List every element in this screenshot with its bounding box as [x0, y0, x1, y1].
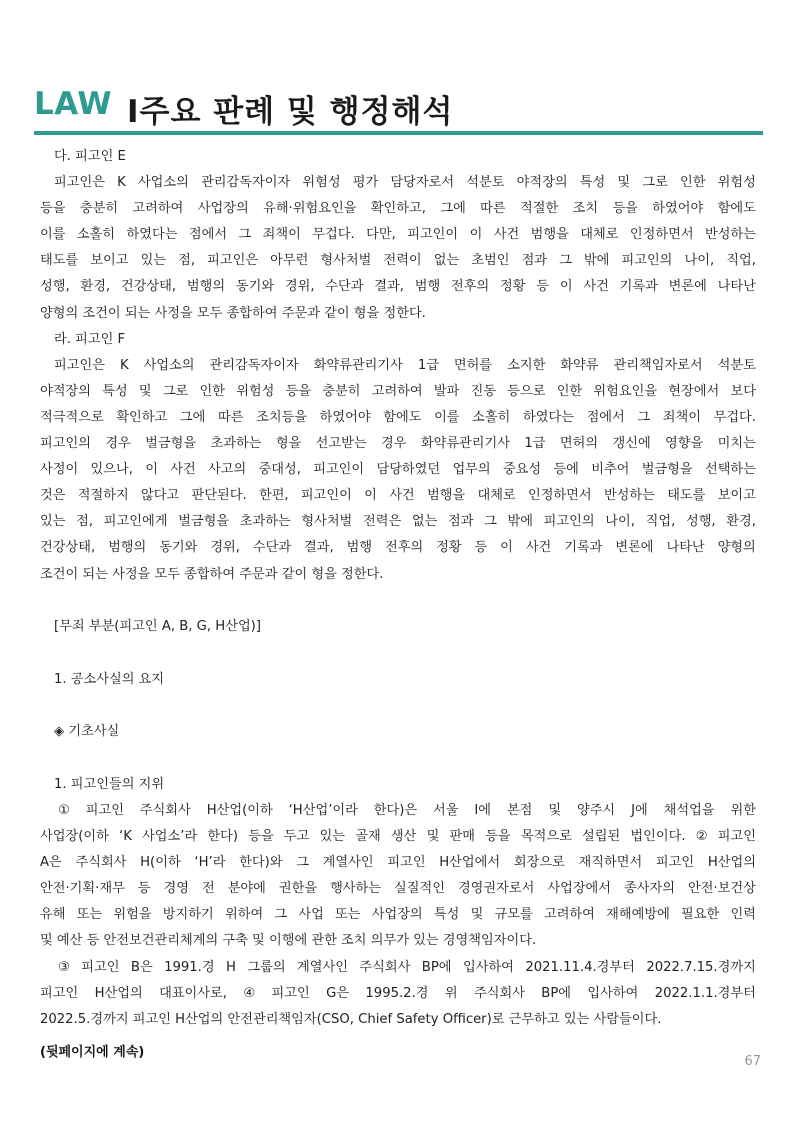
paragraph-line: 이를 소홀히 하였다는 점에서 그 죄책이 무겁다. 다만, 피고인이 이 사건 범행을 대체로 인정하면서 반성하는	[40, 227, 756, 243]
paragraph-line: ① 피고인 주식회사 H산업(이하 ‘H산업’이라 한다)은 서울 I에 본점 및 양주시 J에 채석업을 위한	[58, 802, 756, 818]
heading-defendant-e: 다. 피고인 E	[54, 149, 126, 164]
paragraph-line: 피고인의 경우 벌금형을 초과하는 형을 선고받는 경우 화약류관리기사 1급 면허의 갱신에 영향을 미치는	[40, 436, 756, 452]
paragraph-line: 등을 충분히 고려하여 사업장의 유해·위험요인을 확인하고, 그에 따른 적절한 조치 등을 하였어야 함에도	[40, 201, 756, 217]
paragraph-line: 피고인 H산업의 대표이사로, ④ 피고인 G은 1995.2.경 위 주식회사 BP에 입사하여 2022.1.1.경부터	[40, 985, 756, 1001]
paragraph-line: A은 주식회사 H(이하 ‘H’라 한다)와 그 계열사인 피고인 H산업에서 회장으로 재직하면서 피고인 H산업의	[40, 855, 756, 871]
paragraph-line: 것은 적절하지 않다고 판단된다. 한편, 피고인이 이 사건 범행을 대체로 인정하면서 반성하는 태도를 보이고	[40, 488, 756, 504]
basic-facts-heading: ◈ 기초사실	[54, 724, 120, 740]
paragraph-line: 유해 또는 위험을 방지하기 위하여 그 사업 또는 사업장의 특성 및 규모를 고려하여 재해예방에 필요한 인력	[40, 907, 756, 923]
paragraph-line: 양형의 조건이 되는 사정을 모두 종합하여 주문과 같이 형을 정한다.	[40, 305, 426, 321]
paragraph-line: 성행, 환경, 건강상태, 범행의 동기와 경위, 수단과 결과, 범행 전후의 정황 등 이 사건 기록과 변론에 나타난	[40, 279, 756, 295]
paragraph-line: 및 예산 등 안전보건관리체계의 구축 및 이행에 관한 조치 의무가 있는 경영책임자이다.	[40, 933, 537, 949]
paragraph-line: 피고인은 K 사업소의 관리감독자이자 화약류관리기사 1급 면허를 소지한 화약류 관리책임자로서 석분토	[54, 357, 756, 373]
paragraph-line: 적극적으로 확인하고 그에 따른 조치등을 하였어야 함에도 이를 소홀히 하였다는 점에서 그 죄책이 무겁다.	[40, 409, 756, 425]
paragraph-line: 피고인은 K 사업소의 관리감독자이자 위험성 평가 담당자로서 석분토 야적장의 특성 및 그로 인한 위험성	[54, 175, 756, 191]
acquittal-heading: [무죄 부분(피고인 A, B, G, H산업)]	[54, 619, 261, 635]
paragraph-line: 있는 점, 피고인에게 벌금형을 초과하는 형사처벌 전력은 없는 점과 그 밖에 피고인의 나이, 직업, 성행, 환경,	[40, 514, 756, 530]
page-header	[34, 86, 764, 130]
page-number: 67	[744, 1054, 761, 1069]
continued-note: (뒷페이지에 계속)	[40, 1045, 145, 1060]
paragraph-line: ③ 피고인 B은 1991.경 H 그룹의 계열사인 주식회사 BP에 입사하여 2021.11.4.경부터 2022.7.15.경까지	[58, 959, 756, 975]
status-heading: 1. 피고인들의 지위	[54, 776, 165, 792]
document-body	[40, 145, 756, 1034]
summary-heading: 1. 공소사실의 요지	[54, 671, 165, 687]
section-title: Ⅰ주요 판례 및 행정해석	[127, 94, 454, 130]
paragraph-line: 2022.5.경까지 피고인 H산업의 안전관리책임자(CSO, Chief Safety Officer)로 근무하고 있는 사람들이다.	[40, 1011, 662, 1027]
paragraph-line: 조건이 되는 사정을 모두 종합하여 주문과 같이 형을 정한다.	[40, 566, 384, 582]
heading-defendant-f: 라. 피고인 F	[54, 331, 126, 347]
paragraph-line: 안전·기획·재무 등 경영 전 분야에 권한을 행사하는 실질적인 경영권자로서 사업장에서 종사자의 안전·보건상	[40, 881, 756, 897]
paragraph-line: 사정이 있으나, 이 사건 사고의 중대성, 피고인이 담당하였던 업무의 중요성 등에 비추어 벌금형을 선택하는	[40, 462, 756, 478]
paragraph-line: 사업장(이하 ‘K 사업소’라 한다) 등을 두고 있는 골재 생산 및 판매 등을 목적으로 설립된 법인이다. ② 피고인	[40, 829, 756, 845]
paragraph-line: 야적장의 특성 및 그로 인한 위험성 등을 충분히 고려하여 발파 진동 등으로 인한 위험요인을 현장에서 보다	[40, 383, 756, 399]
paragraph-line: 건강상태, 범행의 동기와 경위, 수단과 결과, 범행 전후의 정황 등 이 사건 기록과 변론에 나타난 양형의	[40, 540, 756, 556]
law-label: LAW	[34, 86, 113, 122]
paragraph-line: 태도를 보이고 있는 점, 피고인은 아무런 형사처벌 전력이 없는 초범인 점과 그 밖에 피고인의 나이, 직업,	[40, 253, 756, 269]
header-rule	[34, 131, 763, 135]
